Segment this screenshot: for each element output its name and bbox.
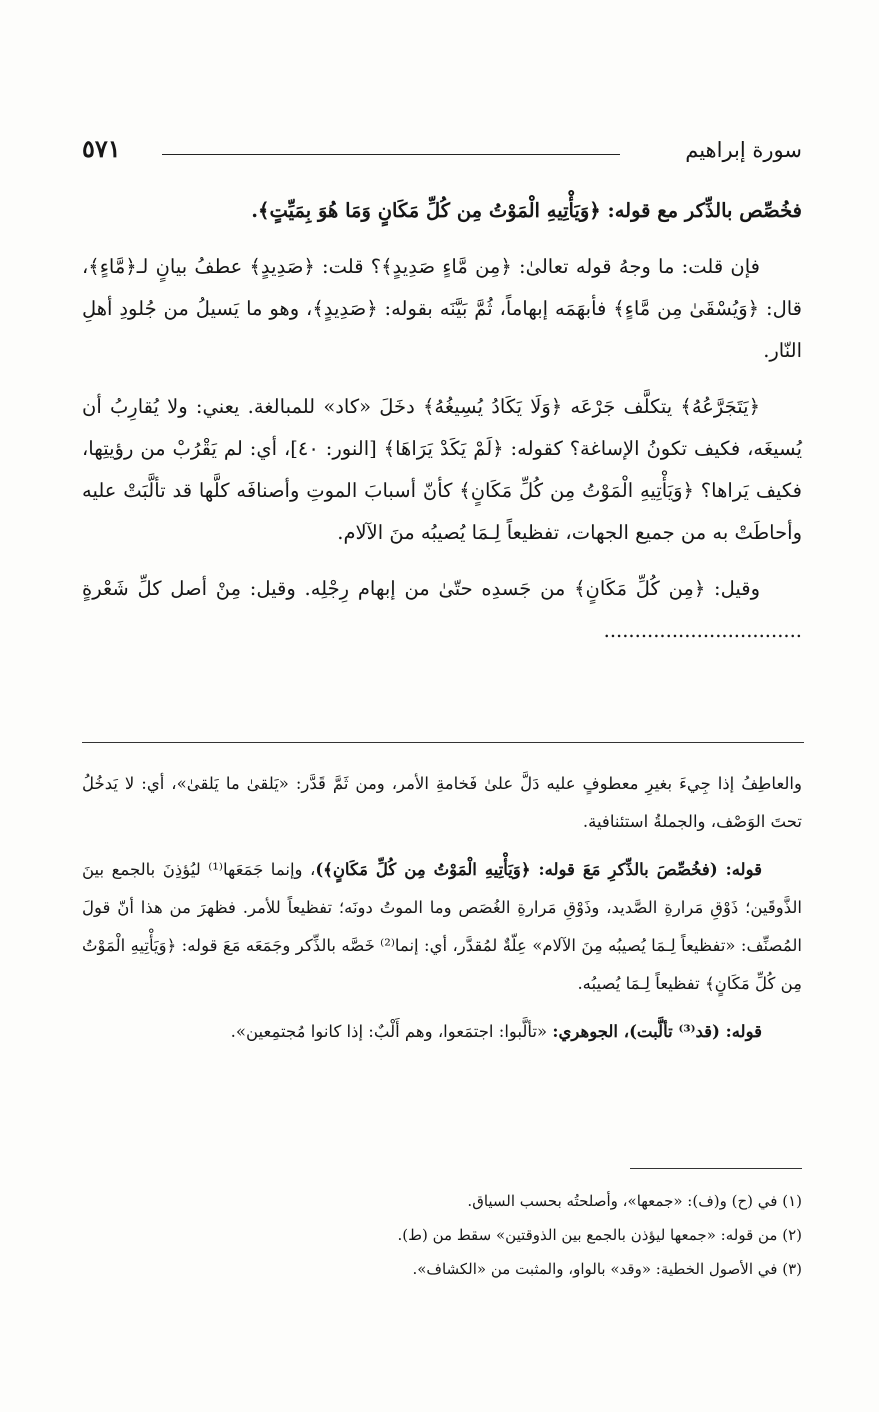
footnote-1: (١) في (ح) و(ف): «جمعها»، وأصلحتُه بحسب السياق. bbox=[467, 1192, 802, 1210]
commentary-paragraph-3 bbox=[82, 1013, 802, 1051]
commentary-3-label: قوله: (قد⁽³⁾ تألَّبت)، الجوهري: bbox=[552, 1022, 762, 1041]
page-header bbox=[82, 134, 802, 170]
main-paragraph-1 bbox=[82, 190, 802, 232]
main-paragraph-1-text: فخُصِّص بالذِّكر مع قوله: ﴿وَيَأْتِيهِ الْمَوْتُ مِن كُلِّ مَكَانٍ وَمَا هُوَ بِمَيِّتٍ﴾. bbox=[251, 199, 802, 222]
continuation-dots: ................................ bbox=[603, 619, 802, 642]
commentary-paragraph-2 bbox=[82, 851, 802, 1003]
footnote-2: (٢) من قوله: «جمعها ليؤذن بالجمع بين الذوقتين» سقط من (ط). bbox=[397, 1226, 802, 1244]
main-paragraph-3: ﴿يَتَجَرَّعُهُ﴾ يتكلَّف جَرْعَه ﴿وَلَا يَكَادُ يُسِيغُهُ﴾ دخَلَ «كاد» للمبالغة. يعني: ولا يُقارِبُ أن يُسيغَه، فكيف تكونُ الإساغة؟ كقوله: ﴿لَمْ يَكَدْ يَرَاهَا﴾ [النور: ٤٠]، أي: لم يَقْرُبْ من رؤيتِها، فكيف يَراها؟ ﴿وَيَأْتِيهِ الْمَوْتُ مِن كُلِّ مَكَانٍ﴾ كأنّ أسبابَ الموتِ وأصنافَه كلَّها قد تألَّبَتْ عليه وأحاطَتْ به من جميع الجهات، تفظيعاً لِـمَا يُصيبُه منَ الآلام. bbox=[82, 395, 802, 544]
page-number: ٥٧١ bbox=[82, 134, 121, 163]
main-paragraph-4 bbox=[82, 568, 802, 652]
header-rule bbox=[162, 154, 620, 155]
main-paragraph-2: فإن قلت: ما وجهُ قوله تعالىٰ: ﴿مِن مَّاءٍ صَدِيدٍ﴾؟ قلت: ﴿صَدِيدٍ﴾ عطفُ بيانٍ لـ﴿مَّاءٍ﴾، قال: ﴿وَيُسْقَىٰ مِن مَّاءٍ﴾ فأبهَمَه إبهاماً، ثُمَّ بَيَّنَه بقوله: ﴿صَدِيدٍ﴾، وهو ما يَسيلُ من جُلودِ أهلِ النّار. bbox=[82, 255, 802, 362]
commentary-2-label: قوله: (فخُصِّصَ بالذِّكرِ مَعَ قوله: ﴿وَيَأْتِيهِ الْمَوْتُ مِن كُلِّ مَكَانٍ﴾) bbox=[315, 860, 762, 879]
footnote-separator bbox=[630, 1168, 802, 1169]
commentary-2-text: ، وإنما جَمَعَها⁽¹⁾ ليُؤذِنَ بالجمع بينَ الذَّوقَين؛ ذَوْقِ مَرارةِ الصَّديد، وذَوْقِ مَرارةِ الغُصَص وما الموتُ دونَه؛ تفظيعاً للأمر. فظهرَ من هذا أنّ قولَ المُصنِّف: «تفظيعاً لِـمَا يُصيبُه مِنَ الآلام» عِلّةٌ لمُقدَّر، أي: إنما⁽²⁾ خَصَّه بالذِّكر وجَمَعَه مَعَ قوله: ﴿وَيَأْتِيهِ الْمَوْتُ مِن كُلِّ مَكَانٍ﴾ تفظيعاً لِـمَا يُصيبُه. bbox=[82, 860, 802, 993]
commentary bbox=[82, 765, 802, 1061]
surah-title: سورة إبراهيم bbox=[685, 138, 802, 162]
commentary-paragraph-1: والعاطِفُ إذا جِيءَ بغيرِ معطوفٍ عليه دَلَّ علىٰ فَخامةِ الأمر، ومن ثَمَّ قَدَّر: «يَلقىٰ ما يَلقىٰ»، أي: لا يَدخُلُ تحتَ الوَصْف، والجملةُ استئنافية. bbox=[82, 774, 802, 831]
main-commentary-separator bbox=[82, 742, 804, 743]
main-paragraph-4-text: وقيل: ﴿مِن كُلِّ مَكَانٍ﴾ من جَسدِه حتّىٰ من إبهام رِجْلِه. وقيل: مِنْ أصل كلِّ شَعْرةٍ bbox=[82, 577, 760, 600]
footnote-3: (٣) في الأصول الخطية: «وقد» بالواو، والمثبت من «الكشاف». bbox=[412, 1260, 802, 1278]
main-text bbox=[82, 190, 802, 666]
commentary-3-text: «تألَّبوا: اجتمَعوا، وهم أَلْبٌ: إذا كانوا مُجتمِعين». bbox=[230, 1022, 553, 1041]
footnotes bbox=[82, 1184, 802, 1286]
